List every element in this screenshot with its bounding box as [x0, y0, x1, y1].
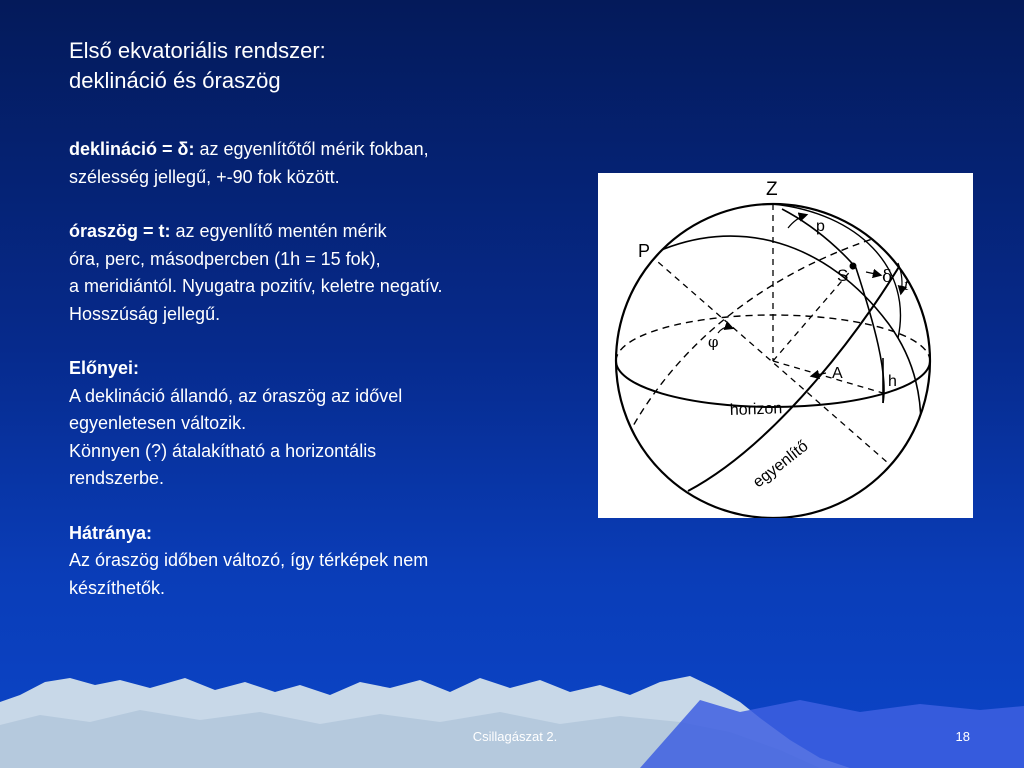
label-t: t	[904, 275, 909, 294]
disadvantage-section	[69, 520, 569, 603]
celestial-sphere-figure	[598, 173, 973, 518]
label-phi: φ	[708, 333, 719, 351]
label-horizon: horizon	[729, 400, 783, 419]
declination-line-2: szélesség jellegű, +-90 fok között.	[69, 166, 340, 187]
advantages-line-3: Könnyen (?) átalakítható a horizontális	[69, 440, 377, 461]
page-number: 18	[955, 729, 970, 744]
label-azimuth: A	[832, 365, 843, 382]
slide-body	[69, 136, 569, 602]
phi-arrow	[718, 327, 732, 333]
disadvantage-heading: Hátránya:	[69, 522, 153, 543]
hour-angle-definition	[69, 218, 569, 328]
declination-label: deklináció = δ:	[69, 139, 195, 159]
hour-angle-line-3: a meridiántól. Nyugatra pozitív, keletre negatív.	[69, 276, 443, 296]
declination-definition	[69, 136, 569, 191]
mountain-footer-graphic	[0, 640, 1024, 768]
polar-axis	[650, 255, 888, 463]
advantages-heading: Előnyei:	[69, 358, 140, 378]
celestial-sphere-diagram	[598, 173, 973, 518]
hour-angle-line-2: óra, perc, másodpercben (1h = 15 fok),	[69, 248, 381, 269]
declination-text: az egyenlítőtől mérik fokban,	[194, 139, 429, 159]
label-p-angle: p	[816, 218, 825, 235]
hour-angle-label: óraszög = t:	[69, 221, 171, 241]
slide-title	[69, 36, 569, 96]
delta-arrow	[866, 272, 880, 275]
advantages-section	[69, 355, 569, 493]
label-zenith: Z	[766, 179, 778, 200]
disadvantage-line-1: Az óraszög időben változó, így térképek nem	[69, 550, 429, 570]
label-star: S	[837, 266, 849, 285]
title-line-2: deklináció és óraszög	[69, 68, 281, 93]
azimuth-arrow	[812, 373, 826, 376]
label-altitude: h	[888, 373, 897, 390]
label-delta: δ	[882, 267, 893, 287]
disadvantage-line-2: készíthetők.	[69, 577, 166, 598]
hour-angle-text: az egyenlítő mentén mérik	[170, 221, 387, 241]
label-pole: P	[638, 241, 651, 261]
footer-title: Csillagászat 2.	[472, 729, 558, 744]
advantages-line-1: A deklináció állandó, az óraszög az idővel	[69, 385, 403, 406]
label-equator: egyenlítő	[749, 437, 812, 492]
title-line-1: Első ekvatoriális rendszer:	[69, 38, 326, 63]
advantages-line-4: rendszerbe.	[69, 468, 165, 488]
advantages-line-2: egyenletesen változik.	[69, 413, 247, 433]
hour-angle-line-4: Hosszúság jellegű.	[69, 303, 221, 324]
star-point	[850, 263, 857, 270]
